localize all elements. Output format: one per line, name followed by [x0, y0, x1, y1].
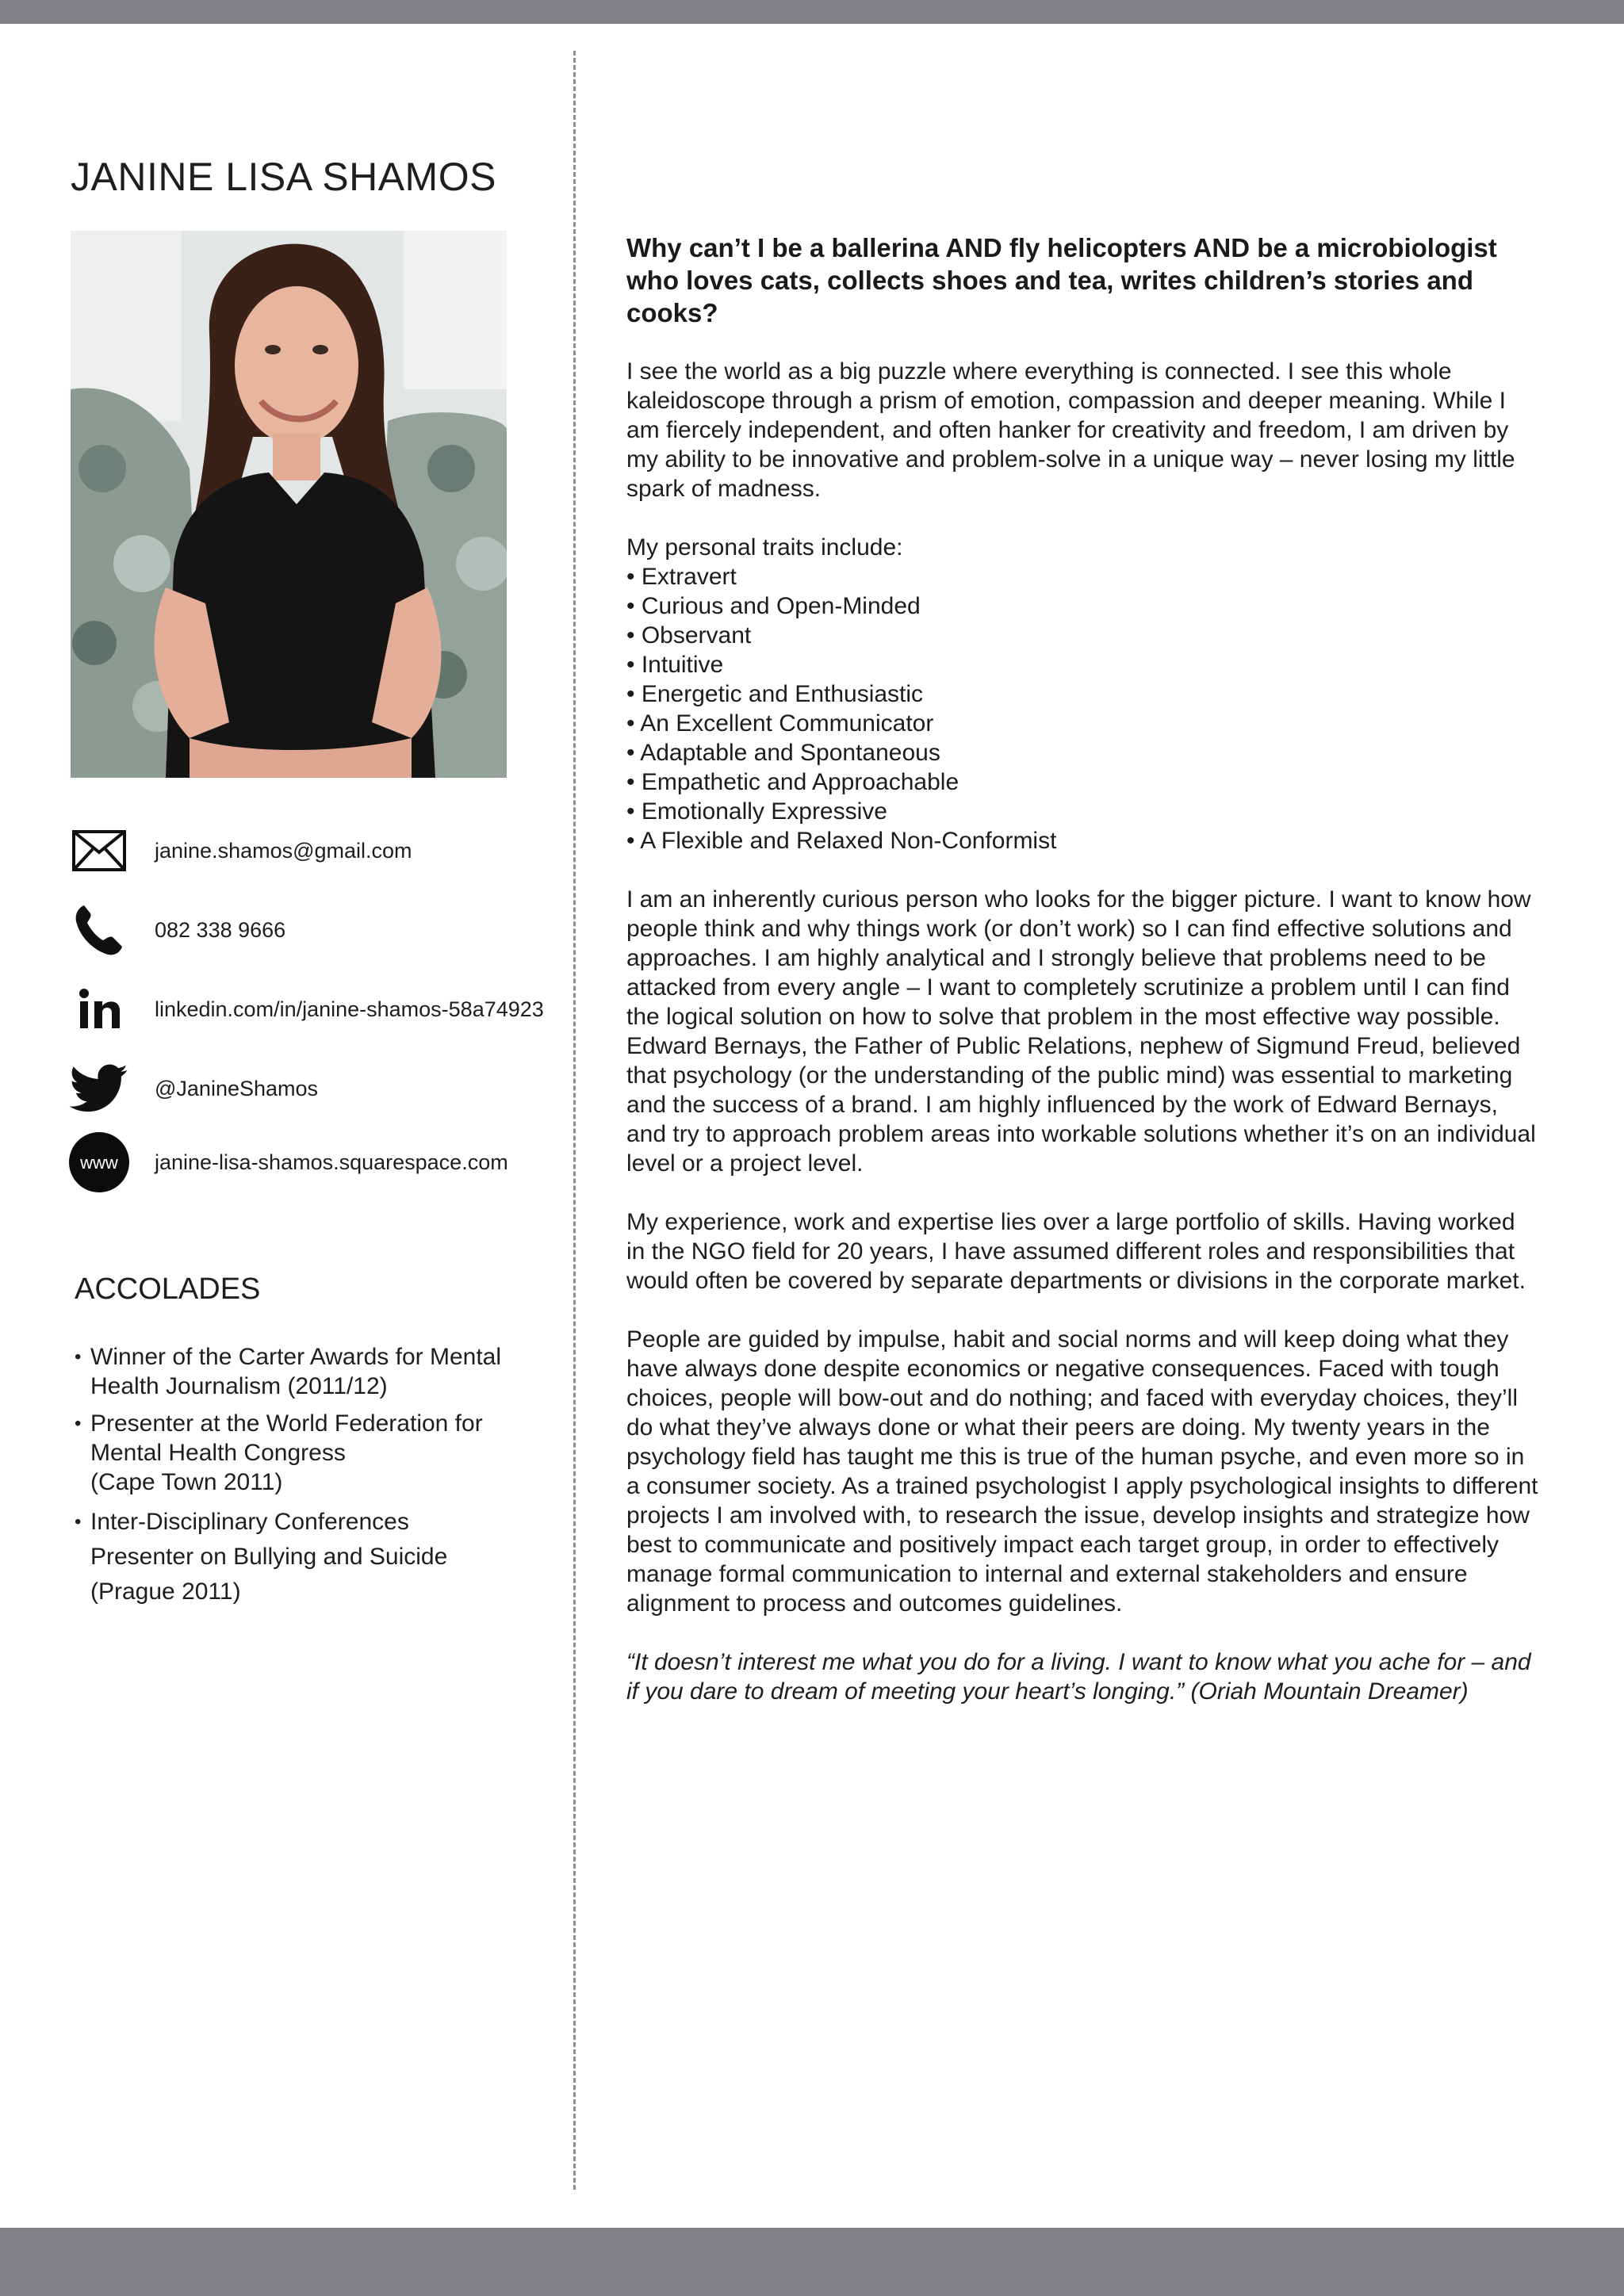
twitter-text[interactable]: @JanineShamos	[155, 1076, 319, 1100]
bottom-bar	[0, 2228, 1624, 2296]
accolades-heading: ACCOLADES	[75, 1272, 261, 1306]
experience-paragraph: My experience, work and expertise lies over a large portfolio of skills. Having worked in the NGO field for 20 years, I have assumed different roles and responsibilities that would often be covered by separate departments or divisions in the corporate market.	[626, 1209, 1526, 1294]
linkedin-icon	[69, 979, 129, 1039]
www-badge-label: www	[80, 1153, 118, 1173]
contact-website-row[interactable]	[69, 1132, 576, 1196]
trait-item: • Empathetic and Approachable	[626, 767, 1538, 797]
traits-list	[626, 562, 1538, 855]
trait-item: • Energetic and Enthusiastic	[626, 679, 1538, 709]
contact-email-row[interactable]	[69, 821, 576, 884]
closing-quote: “It doesn’t interest me what you do for a living. I want to know what you ache for – and if you dare to dream of meeting your heart’s longing.” (Oriah Mountain Dreamer)	[626, 1649, 1531, 1705]
trait-item: • An Excellent Communicator	[626, 709, 1538, 738]
contact-linkedin-row[interactable]	[69, 979, 576, 1043]
headline: Why can’t I be a ballerina AND fly helicopters AND be a microbiologist who loves cats, collects shoes and tea, writes children’s stories and cooks?	[626, 233, 1497, 327]
trait-item: • Extravert	[626, 562, 1538, 591]
accolade-item: • Presenter at the World Federation for Mental Health Congress (Cape Town 2011)	[75, 1409, 566, 1497]
main-content	[626, 232, 1538, 1706]
linkedin-text[interactable]: linkedin.com/in/janine-shamos-58a74923	[155, 997, 544, 1021]
profile-photo	[71, 231, 507, 778]
person-name: JANINE LISA SHAMOS	[71, 155, 496, 199]
curiosity-paragraph: I am an inherently curious person who looks for the bigger picture. I want to know how people think and why things work (or don’t work) so I can find effective solutions and approaches. I am highly analytical and I strongly believe that problems need to be attacked from every angle – I want to completely scrutinize a problem until I can find the logical solution on how to solve that problem in the most effective way possible. Edward Bernays, the Father of Public Relations, nephew of Sigmund Freud, believed that psychology (or the understanding of the public mind) was essential to marketing and the success of a brand. I am highly influenced by the work of Edward Bernays, and try to approach problem areas into workable solutions whether it’s on an individual level or a project level.	[626, 886, 1536, 1177]
phone-icon	[69, 900, 129, 960]
traits-intro: My personal traits include:	[626, 534, 903, 561]
intro-paragraph: I see the world as a big puzzle where everything is connected. I see this whole kaleidoscope through a prism of emotion, compassion and deeper meaning. While I am fiercely independent, and often hanker for creativity and freedom, I am driven by my ability to be innovative and problem-solve in a unique way – never losing my little spark of madness.	[626, 358, 1515, 502]
accolade-item: • Inter-Disciplinary Conferences Presenter on Bullying and Suicide (Prague 2011)	[75, 1505, 566, 1609]
website-text[interactable]: janine-lisa-shamos.squarespace.com	[155, 1150, 508, 1174]
contact-phone-row[interactable]	[69, 900, 576, 963]
phone-text[interactable]: 082 338 9666	[155, 917, 286, 942]
trait-item: • Curious and Open-Minded	[626, 591, 1538, 621]
trait-item: • Emotionally Expressive	[626, 797, 1538, 826]
trait-item: • A Flexible and Relaxed Non-Conformist	[626, 826, 1538, 855]
trait-item: • Adaptable and Spontaneous	[626, 738, 1538, 767]
trait-item: • Intuitive	[626, 650, 1538, 679]
trait-item: • Observant	[626, 621, 1538, 650]
contact-twitter-row[interactable]	[69, 1058, 576, 1122]
www-icon	[69, 1132, 129, 1192]
accolade-item: • Winner of the Carter Awards for Mental Health Journalism (2011/12)	[75, 1342, 566, 1401]
twitter-icon	[69, 1058, 129, 1119]
envelope-icon	[69, 821, 129, 881]
email-text[interactable]: janine.shamos@gmail.com	[155, 838, 412, 863]
top-bar	[0, 0, 1624, 24]
people-paragraph: People are guided by impulse, habit and social norms and will keep doing what they have always done despite economics or negative consequences. Faced with tough choices, people will bow-out and do nothing; and faced with everyday choices, they’ll do what they’ve always done or what their peers are doing. My twenty years in the psychology field has taught me this is true of the human psyche, and even more so in a consumer society. As a trained psychologist I apply psychological insights to different projects I am involved with, to research the issue, develop insights and strategize how best to communicate and positively impact each target group, in order to effectively manage formal communication to internal and external stakeholders and ensure alignment to process and outcomes guidelines.	[626, 1326, 1538, 1617]
accolades-list	[75, 1342, 566, 1617]
